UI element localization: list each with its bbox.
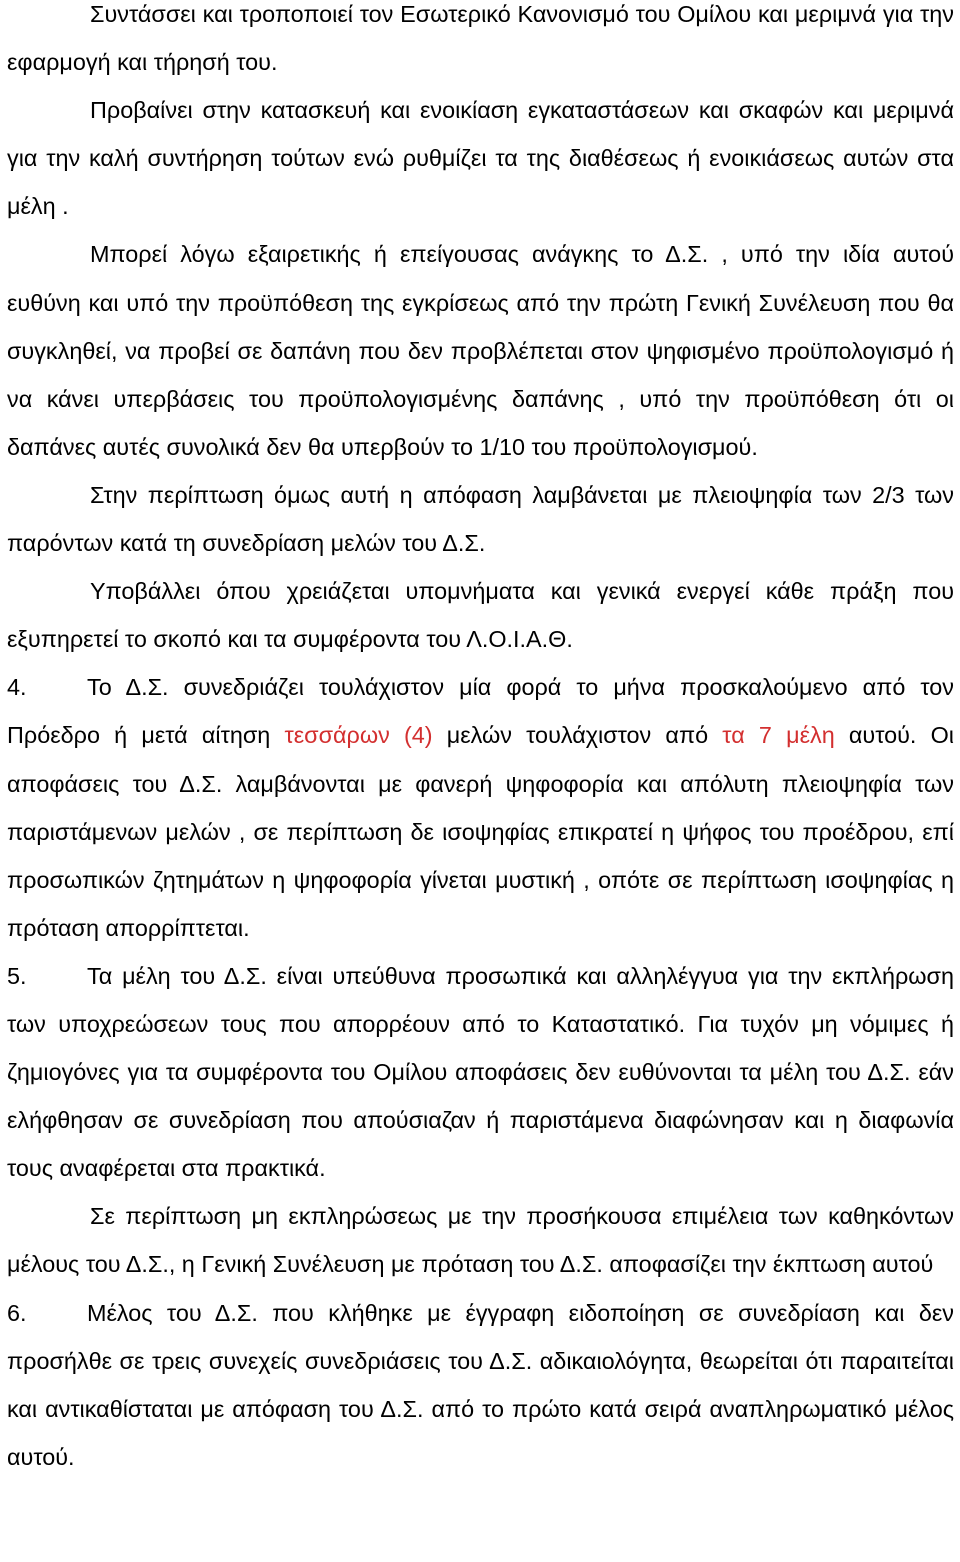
section-4-highlight-four: τεσσάρων (4) <box>284 722 433 749</box>
section-4-text-2: μελών τουλάχιστον από <box>432 722 723 749</box>
section-5-text: Τα μέλη του Δ.Σ. είναι υπεύθυνα προσωπικά και αλληλέγγυα για την εκπλήρωση των υποχρεώσεων τους που απορρέουν από το Καταστατικό. Για τυχόν μη νόμιμες ή ζημιογόνες για τα συμφέροντα του Ομίλου αποφάσεις δεν ευθύνονται τα μέλη του Δ.Σ. εάν ελήφθησαν σε συνεδρίαση που απούσιαζαν ή παριστάμενα διαφώνησαν και η διαφωνία τους αναφέρεται στα πρακτικά. <box>7 962 954 1182</box>
paragraph-emergency-expense-part1: Μπορεί λόγω εξαιρετικής ή επείγουσας ανάγκης το Δ.Σ. , υπό την ιδία αυτού ευθύνη και υπό την προϋπόθεση της εγκρίσεως από την πρώτη Γενική Συνέλευση που θα συγκληθεί, να προβεί σε δαπάνη που δεν προβλέπεται <box>7 241 954 364</box>
section-4-highlight-seven: τα 7 μέλη <box>722 722 835 749</box>
section-6-number: 6. <box>7 1299 27 1326</box>
section-6 <box>7 1289 954 1481</box>
document-page <box>7 0 954 1481</box>
paragraph-majority: Στην περίπτωση όμως αυτή η απόφαση λαμβάνεται με πλειοψηφία των 2/3 των παρόντων κατά τη συνεδρίαση μελών του Δ.Σ. <box>7 481 954 557</box>
paragraph-emergency-expense-part2: στον ψηφισμένο προϋπολογισμό ή να κάνει υπερβάσεις του προϋπολογισμένης δαπάνης , υπό την προϋπόθεση ότι οι δαπάνες αυτές συνολικά δεν θα υπερβούν το 1/10 του προϋπολογισμού. <box>7 337 955 460</box>
section-4-text-1: Το Δ.Σ. συνεδριάζει τουλάχιστον μία φορά το μήνα προσκαλούμενο από τον Πρόεδρο ή μετά αίτηση <box>7 674 954 749</box>
section-6-text: Μέλος του Δ.Σ. που κλήθηκε με έγγραφη ειδοποίηση σε συνεδρίαση και δεν προσήλθε σε τρεις συνεχείς συνεδριάσεις του Δ.Σ. αδικαιολόγητα, θεωρείται ότι παραιτείται και αντικαθίσταται με απόφαση του Δ.Σ. από το πρώτο κατά σειρά αναπληρωματικό μέλος αυτού. <box>7 1299 954 1470</box>
section-4 <box>7 663 954 952</box>
paragraph-internal-regulation: Συντάσσει και τροποποιεί τον Εσωτερικό Κανονισμό του Ομίλου και μεριμνά για την εφαρμογή και τήρησή του. <box>7 1 954 76</box>
section-4-text-3: αυτού. Οι αποφάσεις του Δ.Σ. λαμβάνονται με φανερή ψηφοφορία και απόλυτη πλειοψηφία των παριστάμενων μελών , σε περίπτωση δε ισοψηφίας επικρατεί η ψήφος του προέδρου, επί προσωπικών ζητημάτων η ψηφοφορία γίνεται μυστική , οπότε σε περίπτωση ισοψηφίας η πρόταση απορρίπτεται. <box>7 722 954 941</box>
paragraph-emergency-expense <box>7 230 954 470</box>
section-4-number: 4. <box>7 674 27 701</box>
paragraph-facilities: Προβαίνει στην κατασκευή και ενοικίαση εγκαταστάσεων και σκαφών και μεριμνά για την καλή συντήρηση τούτων ενώ ρυθμίζει τα της διαθέσεως ή ενοικιάσεως αυτών στα μέλη . <box>7 97 954 220</box>
section-5 <box>7 952 954 1192</box>
paragraph-memoranda: Υποβάλλει όπου χρειάζεται υπομνήματα και γενικά ενεργεί κάθε πράξη που εξυπηρετεί το σκοπό και τα συμφέροντα του Λ.Ο.Ι.Α.Θ. <box>7 578 954 653</box>
paragraph-dismissal: Σε περίπτωση μη εκπληρώσεως με την προσήκουσα επιμέλεια των καθηκόντων μέλους του Δ.Σ., η Γενική Συνέλευση με πρόταση του Δ.Σ. αποφασίζει την έκπτωση αυτού <box>7 1203 954 1278</box>
section-5-number: 5. <box>7 962 27 989</box>
